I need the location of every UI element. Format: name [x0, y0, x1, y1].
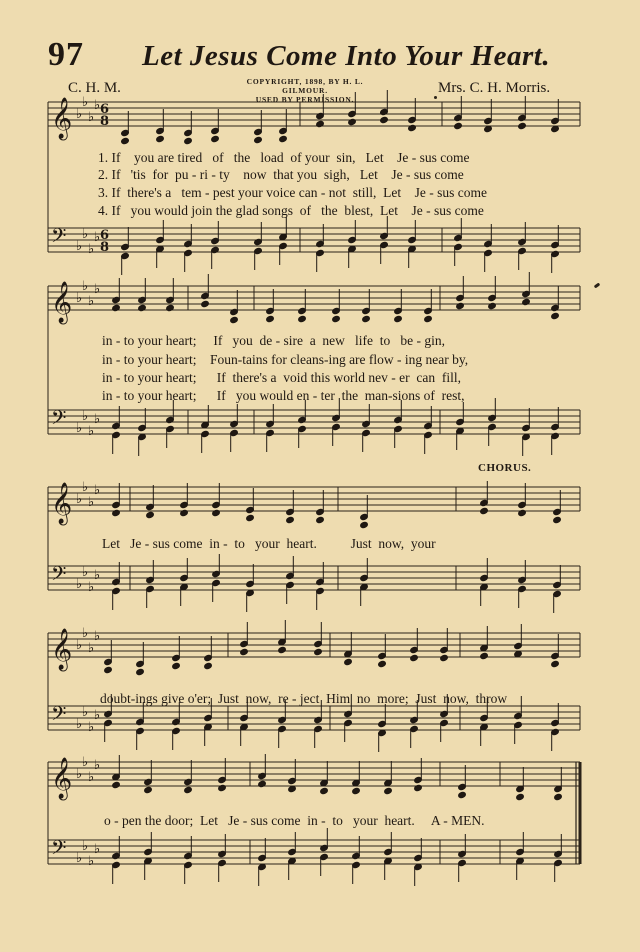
note-head — [212, 509, 221, 516]
hymn-number: 97 — [48, 36, 84, 73]
flat-sign-icon: ♭ — [94, 708, 101, 723]
flat-sign-icon: ♭ — [76, 577, 83, 592]
flat-sign-icon: ♭ — [88, 294, 95, 309]
flat-sign-icon: ♭ — [76, 421, 83, 436]
note-head — [456, 302, 465, 309]
note-head — [348, 118, 357, 125]
flat-sign-icon: ♭ — [88, 854, 95, 869]
flat-sign-icon: ♭ — [76, 107, 83, 122]
verse-4-lyric-line: in - to your heart; If you would en - ter the man-sions of rest, — [102, 388, 465, 403]
flat-sign-icon: ♭ — [82, 409, 89, 424]
note-head — [360, 521, 369, 528]
verse-3-lyric-line: in - to your heart; If there's a void this world nev - er can fill, — [102, 370, 461, 385]
copyright-line: COPYRIGHT, 1898, BY H. L. GILMOUR. — [246, 77, 364, 95]
note-head — [298, 315, 307, 322]
note-head — [458, 791, 467, 798]
flat-sign-icon: ♭ — [94, 568, 101, 583]
treble-clef-icon: 𝄞 — [51, 98, 73, 139]
note-head — [316, 516, 325, 523]
flat-sign-icon: ♭ — [82, 480, 89, 495]
flat-sign-icon: ♭ — [88, 424, 95, 439]
note-head — [316, 120, 325, 127]
flat-sign-icon: ♭ — [82, 839, 89, 854]
bass-clef-icon: 𝄢 — [51, 702, 67, 730]
flat-sign-icon: ♭ — [88, 580, 95, 595]
note-head — [180, 509, 189, 516]
time-signature: 6 — [100, 102, 110, 117]
bass-clef-icon: 𝄢 — [51, 836, 67, 864]
flat-sign-icon: ♭ — [76, 717, 83, 732]
note-head — [516, 793, 525, 800]
note-head — [240, 648, 249, 655]
verse-4-lyric-line: 4. If you would join the glad songs of the blest, Let Je - sus come — [98, 203, 484, 218]
note-head — [362, 315, 371, 322]
note-head — [156, 135, 165, 142]
note-head — [254, 136, 263, 143]
note-head — [410, 654, 419, 661]
flat-sign-icon: ♭ — [94, 629, 101, 644]
note-head — [104, 666, 113, 673]
flat-sign-icon: ♭ — [82, 279, 89, 294]
flat-sign-icon: ♭ — [88, 720, 95, 735]
treble-clef-icon: 𝄞 — [51, 758, 73, 799]
note-head — [286, 516, 295, 523]
flat-sign-icon: ♭ — [94, 483, 101, 498]
note-head — [488, 302, 497, 309]
note-head — [408, 124, 417, 131]
note-head — [218, 784, 227, 791]
flat-sign-icon: ♭ — [94, 842, 101, 857]
verse-2-lyric-line: in - to your heart; Foun-tains for cleans-ing are flow - ing near by, — [102, 352, 469, 367]
note-head — [553, 516, 562, 523]
note-head — [136, 668, 145, 675]
flat-sign-icon: ♭ — [94, 98, 101, 113]
note-head — [551, 312, 560, 319]
note-head — [146, 511, 155, 518]
note-head — [246, 514, 255, 521]
note-head — [112, 304, 121, 311]
time-signature: 8 — [100, 114, 110, 129]
verse-3-lyric-line: 3. If there's a tem - pest your voice can - not still, Let Je - sus come — [98, 185, 487, 200]
flat-sign-icon: ♭ — [82, 626, 89, 641]
flat-sign-icon: ♭ — [82, 95, 89, 110]
note-head — [184, 786, 193, 793]
note-head — [138, 304, 147, 311]
treble-clef-icon: 𝄞 — [51, 282, 73, 323]
flat-sign-icon: ♭ — [76, 767, 83, 782]
note-head — [344, 658, 353, 665]
lyricist-credit: C. H. M. — [68, 80, 121, 96]
time-signature: 8 — [100, 240, 110, 255]
flat-sign-icon: ♭ — [88, 242, 95, 257]
note-head — [172, 662, 181, 669]
note-head — [414, 784, 423, 791]
flat-sign-icon: ♭ — [88, 641, 95, 656]
flat-sign-icon: ♭ — [94, 412, 101, 427]
note-head — [204, 662, 213, 669]
verse-1-lyric-line: in - to your heart; If you de - sire a new life to be - gin, — [102, 333, 446, 348]
flat-sign-icon: ♭ — [88, 110, 95, 125]
verse-2-lyric-line: 2. If 'tis for pu - ri - ty now that you sigh, Let Je - sus come — [98, 167, 464, 182]
time-signature: 6 — [100, 228, 110, 243]
composer-credit: Mrs. C. H. Morris. — [438, 80, 551, 96]
note-head — [440, 654, 449, 661]
note-head — [380, 116, 389, 123]
note-head — [554, 793, 563, 800]
note-head — [112, 781, 121, 788]
treble-clef-icon: 𝄞 — [51, 483, 73, 524]
note-head — [518, 509, 527, 516]
note-head — [279, 135, 288, 142]
note-head — [314, 648, 323, 655]
note-head — [201, 300, 210, 307]
chorus-lyric-line: o - pen the door; Let Je - sus come in - to your heart. A - MEN. — [104, 813, 485, 828]
note-head — [480, 652, 489, 659]
note-head — [424, 315, 433, 322]
note-head — [522, 298, 531, 305]
flat-sign-icon: ♭ — [94, 282, 101, 297]
flat-sign-icon: ♭ — [82, 755, 89, 770]
flat-sign-icon: ♭ — [88, 495, 95, 510]
flat-sign-icon: ♭ — [76, 291, 83, 306]
note-head — [518, 122, 527, 129]
flat-sign-icon: ♭ — [94, 230, 101, 245]
note-head — [230, 316, 239, 323]
note-head — [278, 646, 287, 653]
chorus-lyric-line: Let Je - sus come in - to your heart. Just now, your — [102, 536, 436, 551]
flat-sign-icon: ♭ — [76, 638, 83, 653]
bass-clef-icon: 𝄢 — [51, 224, 67, 252]
note-head — [394, 315, 403, 322]
treble-clef-icon: 𝄞 — [51, 629, 73, 670]
note-head — [320, 787, 329, 794]
note-head — [121, 137, 130, 144]
bass-clef-icon: 𝄢 — [51, 562, 67, 590]
bass-clef-icon: 𝄢 — [51, 406, 67, 434]
note-head — [332, 315, 341, 322]
chorus-label: CHORUS. — [478, 462, 532, 474]
note-head — [144, 786, 153, 793]
flat-sign-icon: ♭ — [82, 227, 89, 242]
flat-sign-icon: ♭ — [76, 851, 83, 866]
note-head — [454, 122, 463, 129]
flat-sign-icon: ♭ — [82, 565, 89, 580]
permission-line: USED BY PERMISSION. — [255, 95, 355, 104]
note-head — [378, 660, 387, 667]
verse-1-lyric-line: 1. If you are tired of the load of your sin, Let Je - sus come — [98, 150, 470, 165]
note-head — [211, 135, 220, 142]
hymn-title: Let Jesus Come Into Your Heart. — [142, 40, 551, 72]
flat-sign-icon: ♭ — [88, 770, 95, 785]
flat-sign-icon: ♭ — [82, 705, 89, 720]
chorus-lyric-line: doubt-ings give o'er; Just now, re - ject Him no more; Just now, throw — [100, 691, 508, 706]
note-head — [184, 137, 193, 144]
flat-sign-icon: ♭ — [76, 492, 83, 507]
flat-sign-icon: ♭ — [76, 239, 83, 254]
note-head — [166, 304, 175, 311]
note-head — [480, 507, 489, 514]
note-head — [258, 780, 267, 787]
note-head — [384, 787, 393, 794]
note-head — [551, 660, 560, 667]
note-head — [266, 315, 275, 322]
note-head — [112, 509, 121, 516]
flat-sign-icon: ♭ — [94, 758, 101, 773]
note-head — [352, 787, 361, 794]
